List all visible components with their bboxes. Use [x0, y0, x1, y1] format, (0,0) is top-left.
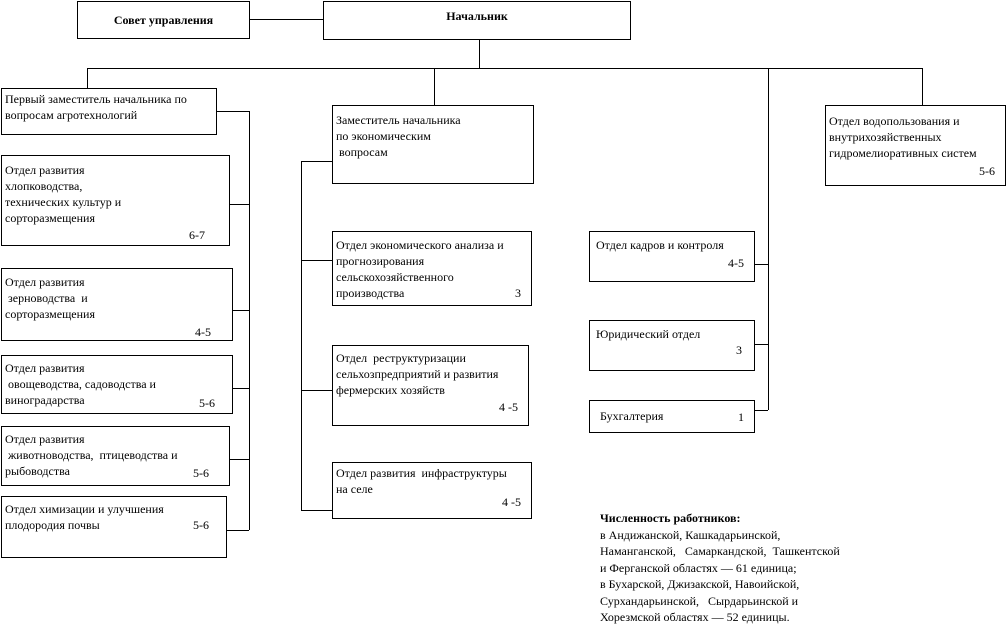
text-line: вопросам агротехнологий [5, 108, 138, 122]
text-line: Юридический отдел [596, 327, 701, 341]
note-line: Хорезмской областях — 52 единицы. [600, 610, 790, 624]
staff-count: 5-6 [193, 466, 209, 480]
dept-vegetable-box [1, 355, 233, 414]
text-line: производства [336, 286, 405, 300]
staff-count: 5-6 [193, 518, 209, 532]
text-line: сорторазмещения [5, 211, 95, 225]
text-line: прогнозирования [336, 254, 425, 268]
dept-economic-analysis-box [332, 231, 532, 306]
text-line: Бухгалтерия [600, 409, 664, 423]
text-line: Отдел водопользования и [829, 114, 960, 128]
council-label: Совет управления [113, 13, 214, 27]
text-line: плодородия почвы [5, 518, 100, 532]
staff-count: 1 [738, 410, 744, 424]
text-line: сельхозпредприятий и развития [336, 367, 499, 381]
text-line: зерноводства и [5, 291, 88, 305]
text-line: Отдел развития [5, 361, 85, 375]
head-label: Начальник [446, 9, 508, 23]
text-line: виноградарства [5, 393, 85, 407]
dept-restructuring-box [332, 345, 529, 426]
text-line: овощеводства, садоводства и [5, 377, 156, 391]
dept-chemicals-box [1, 496, 227, 558]
dept-personnel-box [589, 231, 755, 282]
text-line: Первый заместитель начальника по [5, 92, 187, 106]
staff-count: 6-7 [189, 228, 205, 242]
staff-count: 5-6 [199, 396, 215, 410]
text-line: сорторазмещения [5, 307, 95, 321]
dept-livestock-box [1, 426, 230, 486]
text-line: Отдел развития [5, 432, 85, 446]
dept-cotton-box [1, 155, 230, 246]
text-line: Отдел кадров и контроля [596, 238, 724, 252]
note-line: и Ферганской областях — 61 единица; [600, 560, 797, 575]
note-line: Сурхандарьинской, Сырдарьинской и [600, 593, 799, 608]
text-line: гидромелиоративных систем [829, 146, 977, 160]
dept-accounting-box [589, 400, 755, 433]
note-line: Наманганской, Самаркандской, Ташкентской [600, 544, 840, 558]
text-line: животноводства, птицеводства и [5, 448, 178, 462]
staff-count: 4 -5 [499, 400, 518, 414]
staff-count: 4-5 [728, 256, 744, 270]
text-line: вопросам [336, 145, 388, 159]
water-dept-box [825, 105, 1006, 186]
dept-infrastructure-box [332, 462, 532, 519]
note-line: в Бухарской, Джизакской, Навоийской, [600, 577, 800, 591]
text-line: по экономическим [336, 129, 431, 143]
dept-legal-box [589, 320, 755, 371]
head-box [323, 1, 631, 40]
text-line: сельскохозяйственного [336, 270, 454, 284]
text-line: технических культур и [5, 195, 122, 209]
economic-deputy-box [332, 105, 534, 184]
text-line: Отдел экономического анализа и [336, 238, 504, 252]
staff-count: 4-5 [195, 325, 211, 339]
text-line: на селе [336, 482, 373, 496]
staff-note-title: Численность работников: [600, 511, 741, 525]
staff-note [600, 510, 840, 626]
text-line: Заместитель начальника [336, 113, 461, 127]
text-line: рыбоводства [5, 464, 70, 478]
text-line: Отдел реструктуризации [336, 351, 466, 365]
text-line: Отдел развития [5, 275, 85, 289]
staff-count: 5-6 [979, 164, 995, 178]
text-line: Отдел развития инфраструктуры [336, 466, 507, 480]
dept-grain-box [1, 268, 233, 341]
staff-count: 3 [736, 343, 742, 357]
text-line: фермерских хозяйств [336, 383, 445, 397]
text-line: хлопководства, [5, 179, 83, 193]
staff-count: 3 [515, 286, 521, 300]
text-line: внутрихозяйственных [829, 130, 942, 144]
text-line: Отдел развития [5, 163, 85, 177]
council-box [77, 1, 250, 39]
note-line: в Андижанской, Кашкадарьинской, [600, 527, 781, 542]
first-deputy-box [1, 88, 217, 135]
text-line: Отдел химизации и улучшения [5, 502, 164, 516]
staff-count: 4 -5 [502, 495, 521, 509]
